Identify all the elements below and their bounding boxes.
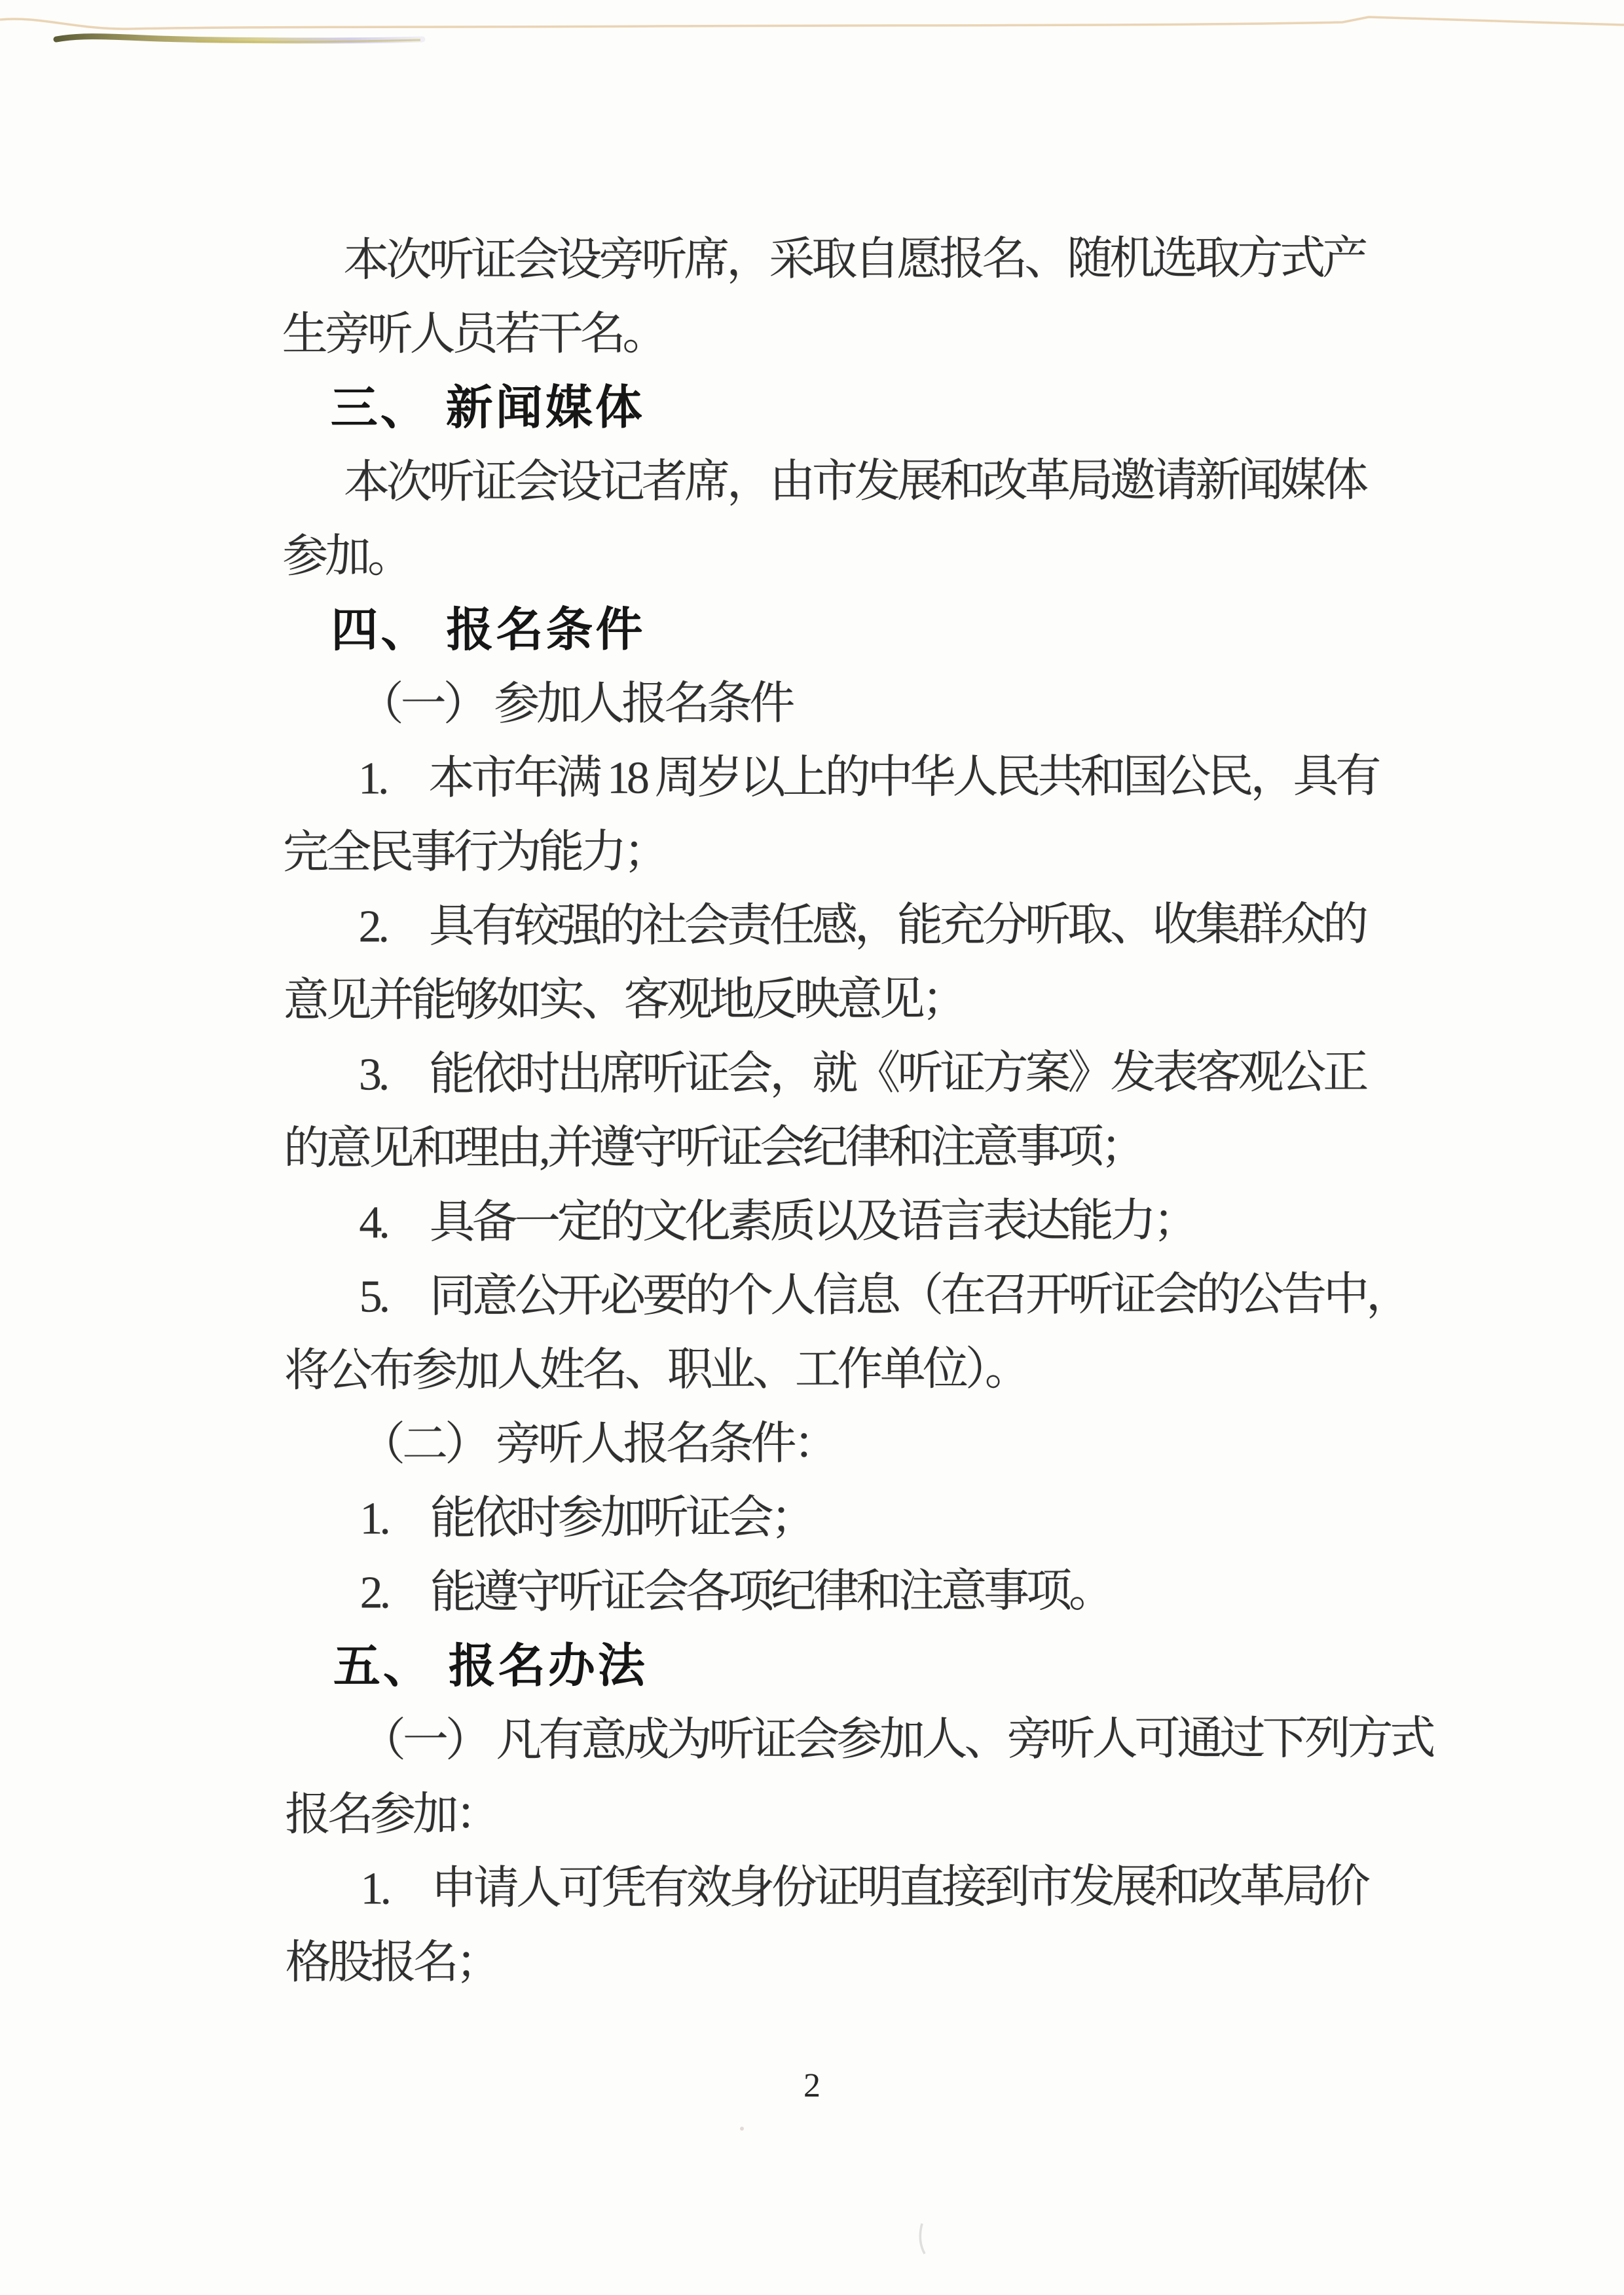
paragraph-line: 格股报名； [285,1937,498,1988]
subsection-line: （一） 凡有意成为听证会参加人、旁听人可通过下列方式 [360,1713,1433,1766]
section-heading: 五、 报名办法 [333,1639,648,1693]
scan-scratch [920,2224,925,2254]
section-heading: 四、 报名条件 [331,603,646,657]
pen-streak-mark [56,37,422,41]
list-item-line: 5. 同意公开必要的个人信息（在召开听证会的公告中， [359,1269,1409,1322]
list-item-line: 1. 本市年满 18 周岁以上的中华人民共和国公民，具有 [358,751,1378,804]
subsection-line: （二） 旁听人报名条件： [359,1419,836,1470]
section-heading: 三、 新闻媒体 [330,381,645,435]
paragraph-line: 意见并能够如实、客观地反映意见； [283,974,965,1026]
page-number: 2 [803,2067,821,2104]
paragraph-line: 的意见和理由,并遵守听证会纪律和注意事项； [284,1122,1143,1174]
paragraph-line: 本次听证会设旁听席，采取自愿报名、随机选取方式产 [343,233,1365,286]
list-item-line: 2. 能遵守听证会各项纪律和注意事项。 [360,1566,1112,1618]
paragraph-line: 生旁听人员若干名。 [282,308,665,360]
list-item-line: 2. 具有较强的社会责任感，能充分听取、收集群众的 [358,899,1365,952]
paragraph-line: 报名参加： [285,1789,498,1840]
document-body [282,221,1433,2000]
scan-edge-line [0,17,1624,29]
list-item-line: 1. 能依时参加听证会； [360,1493,813,1544]
pen-streak-tail [196,40,420,42]
list-item-line: 4. 具备一定的文化素质以及语言表达能力； [359,1195,1196,1248]
paragraph-line: 将公布参加人姓名、职业、工作单位）。 [284,1344,1027,1396]
paragraph-line: 本次听证会设记者席，由市发展和改革局邀请新闻媒体 [343,455,1366,508]
scan-speck [740,2127,744,2131]
list-item-line: 1. 申请人可凭有效身份证明直接到市发展和改革局价 [360,1861,1368,1914]
subsection-line: （一） 参加人报名条件 [358,679,792,730]
paragraph-line: 参加。 [282,531,411,582]
list-item-line: 3. 能依时出席听证会，就《听证方案》发表客观公正 [358,1047,1366,1100]
paragraph-line: 完全民事行为能力； [283,827,667,878]
